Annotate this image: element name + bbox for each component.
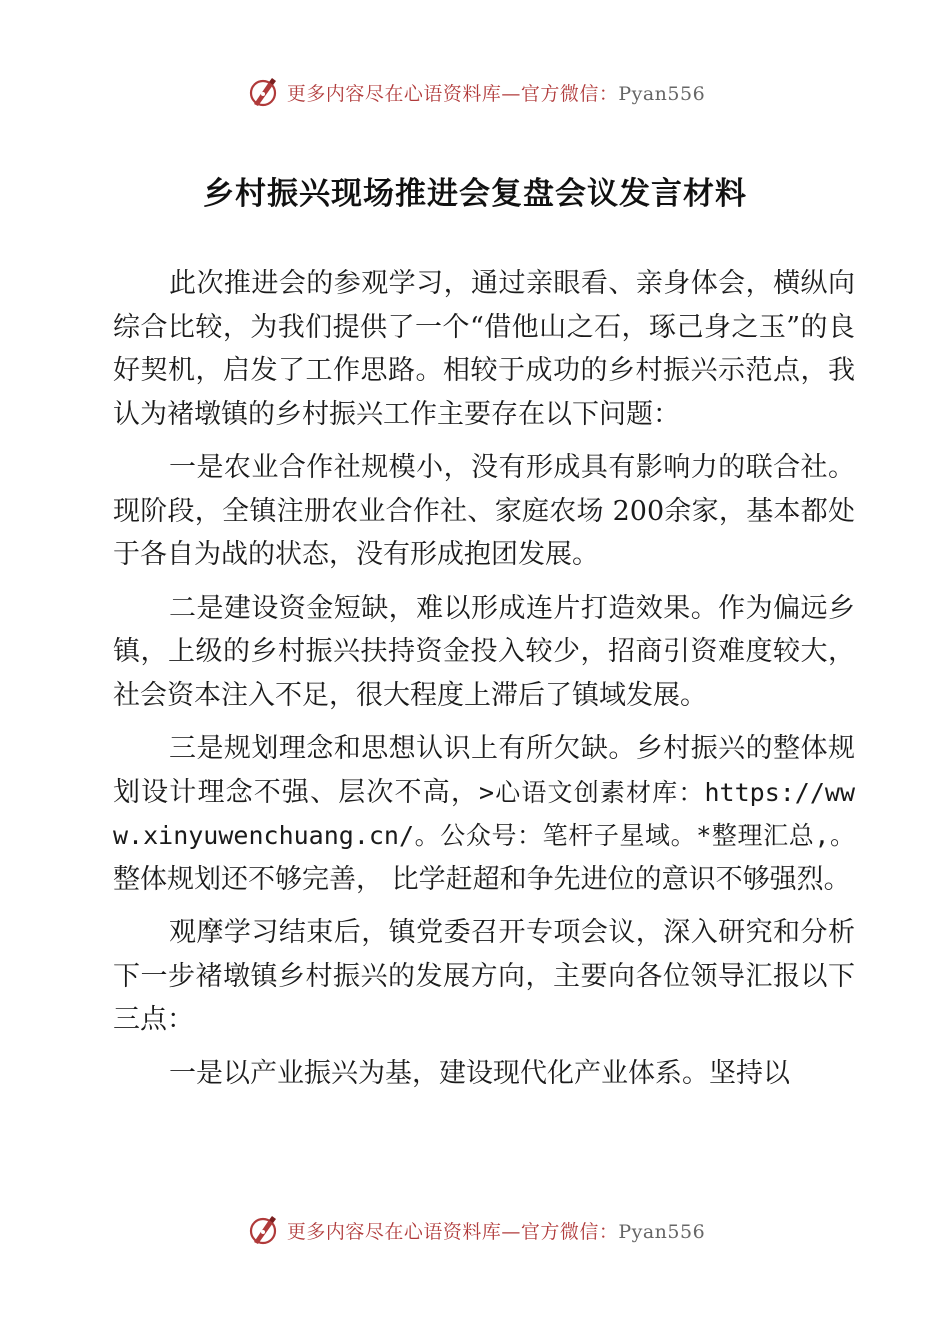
pen-nib-logo-icon xyxy=(245,1212,281,1248)
paragraph-problem-2: 二是建设资金短缺，难以形成连片打造效果。作为偏远乡镇，上级的乡村振兴扶持资金投入较少，招商引资难度较大，社会资本注入不足，很大程度上滞后了镇域发展。 xyxy=(113,592,855,711)
pen-nib-logo-icon xyxy=(245,74,281,110)
watermark-text: 更多内容尽在心语资料库—官方微信：Pyan556 xyxy=(286,82,706,105)
watermark-text: 更多内容尽在心语资料库—官方微信：Pyan556 xyxy=(286,1220,706,1243)
paragraph-problem-3-part1: 三是规划理念和思想认识上有所欠缺。乡村振兴的整体规划设计理念不强、层次不高， xyxy=(113,733,855,808)
paragraph-problem-1: 一是农业合作社规模小，没有形成具有影响力的联合社。现阶段，全镇注册农业合作社、家庭农场 200余家，基本都处于各自为战的状态，没有形成抱团发展。 xyxy=(113,452,855,570)
watermark-banner-top xyxy=(0,70,950,114)
paragraph-intro: 此次推进会的参观学习，通过亲眼看、亲身体会，横纵向综合比较，为我们提供了一个“借他山之石，琢己身之玉”的良好契机，启发了工作思路。相较于成功的乡村振兴示范点，我认为褚墩镇的乡村振兴工作主要存在以下问题： xyxy=(113,268,855,430)
wechat-id: Pyan556 xyxy=(618,1220,706,1243)
document-body xyxy=(113,262,855,1105)
paragraph-point-1: 一是以产业振兴为基，建设现代化产业体系。坚持以 xyxy=(169,1057,790,1089)
source-note: >心语文创素材库：https://www.xinyuwenchuang.cn/。公众号：笔杆子星域。*整理汇总,。 xyxy=(113,777,855,850)
paragraph-problem-3-part2: 整体规划还不够完善， 比学赶超和争先进位的意识不够强烈。 xyxy=(113,863,851,895)
document-title: 乡村振兴现场推进会复盘会议发言材料 xyxy=(203,176,747,212)
paragraph-report: 观摩学习结束后，镇党委召开专项会议，深入研究和分析下一步褚墩镇乡村振兴的发展方向，主要向各位领导汇报以下三点： xyxy=(113,917,855,1035)
watermark-banner-inner xyxy=(245,1212,705,1248)
watermark-banner-bottom xyxy=(0,1208,950,1252)
watermark-banner-inner xyxy=(245,74,705,110)
wechat-id: Pyan556 xyxy=(618,82,706,105)
paragraph-problem-3 xyxy=(113,727,855,901)
